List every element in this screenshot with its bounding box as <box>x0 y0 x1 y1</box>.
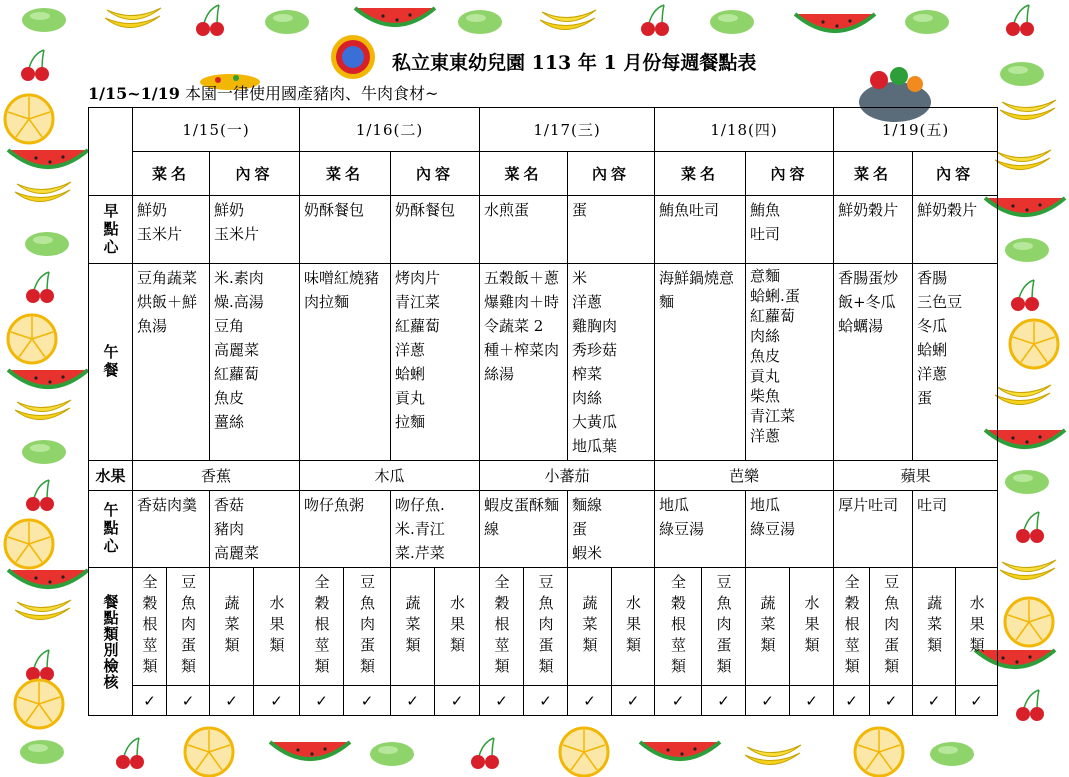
column-header-row <box>89 152 998 196</box>
lunch-dish: 味噌紅燒豬肉拉麵 <box>300 264 391 461</box>
fruit-cell: 小蕃茄 <box>480 461 655 491</box>
category-cell: 蔬菜類 <box>913 568 956 686</box>
category-cell: 蔬菜類 <box>210 568 254 686</box>
page-title: 私立東東幼兒園 113 年 1 月份每週餐點表 <box>392 52 757 74</box>
corner-cell <box>89 108 133 152</box>
check-mark: ✓ <box>210 686 254 716</box>
day-header-row <box>89 108 998 152</box>
fruit-cell: 芭樂 <box>655 461 834 491</box>
check-mark: ✓ <box>834 686 870 716</box>
category-cell: 豆魚肉蛋類 <box>870 568 913 686</box>
fruit-cell: 木瓜 <box>300 461 480 491</box>
breakfast-content: 鮮奶穀片 <box>913 196 998 264</box>
week-note: 本園一律使用國產豬肉、牛肉食材~ <box>179 84 439 103</box>
check-mark: ✓ <box>254 686 300 716</box>
category-cell: 全穀根莖類 <box>300 568 344 686</box>
row-label-check: 餐點類別檢核 <box>89 568 133 716</box>
day-header: 1/19(五) <box>834 108 998 152</box>
weekly-menu-table <box>88 107 998 716</box>
week-range: 1/15~1/19 <box>88 84 180 103</box>
dish-header: 菜名 <box>480 152 568 196</box>
category-cell: 豆魚肉蛋類 <box>344 568 391 686</box>
check-mark: ✓ <box>524 686 568 716</box>
day-header: 1/18(四) <box>655 108 834 152</box>
row-label-fruit: 水果 <box>89 461 133 491</box>
category-row <box>89 568 998 686</box>
content-header: 內容 <box>391 152 480 196</box>
category-cell: 蔬菜類 <box>391 568 435 686</box>
corner-cell <box>89 152 133 196</box>
fruit-cell: 蘋果 <box>834 461 998 491</box>
afternoon-content: 麵線 蛋 蝦米 <box>568 491 655 568</box>
lunch-dish: 香腸蛋炒飯+冬瓜蛤蠣湯 <box>834 264 913 461</box>
afternoon-dish: 蝦皮蛋酥麵線 <box>480 491 568 568</box>
category-cell: 全穀根莖類 <box>133 568 167 686</box>
afternoon-dish: 香菇肉羹 <box>133 491 210 568</box>
dish-header: 菜名 <box>655 152 746 196</box>
check-mark: ✓ <box>435 686 480 716</box>
category-cell: 水果類 <box>435 568 480 686</box>
afternoon-content: 地瓜 綠豆湯 <box>746 491 834 568</box>
check-mark: ✓ <box>568 686 612 716</box>
fruit-cell: 香蕉 <box>133 461 300 491</box>
breakfast-dish: 鮮奶 玉米片 <box>133 196 210 264</box>
school-logo-icon <box>330 34 376 80</box>
check-mark: ✓ <box>913 686 956 716</box>
afternoon-dish: 吻仔魚粥 <box>300 491 391 568</box>
day-header: 1/15(一) <box>133 108 300 152</box>
category-cell: 水果類 <box>612 568 655 686</box>
afternoon-content: 吻仔魚. 米.青江 菜.芹菜 <box>391 491 480 568</box>
title-block <box>330 34 850 78</box>
check-mark: ✓ <box>391 686 435 716</box>
category-cell: 水果類 <box>254 568 300 686</box>
check-mark: ✓ <box>746 686 790 716</box>
content-header: 內容 <box>746 152 834 196</box>
check-mark: ✓ <box>480 686 524 716</box>
category-cell: 蔬菜類 <box>746 568 790 686</box>
dish-header: 菜名 <box>133 152 210 196</box>
afternoon-content: 香菇 豬肉 高麗菜 <box>210 491 300 568</box>
lunch-dish: 海鮮鍋燒意麵 <box>655 264 746 461</box>
row-label-lunch: 午餐 <box>89 264 133 461</box>
afternoon-dish: 地瓜 綠豆湯 <box>655 491 746 568</box>
category-cell: 豆魚肉蛋類 <box>524 568 568 686</box>
content-header: 內容 <box>210 152 300 196</box>
row-label-afternoon: 午點心 <box>89 491 133 568</box>
lunch-content: 意麵 蛤蜊.蛋 紅蘿蔔 肉絲 魚皮 貢丸 柴魚 青江菜 洋蔥 <box>746 264 834 461</box>
lunch-content: 烤肉片 青江菜 紅蘿蔔 洋蔥 蛤蜊 貢丸 拉麵 <box>391 264 480 461</box>
row-label-breakfast: 早點心 <box>89 196 133 264</box>
breakfast-content: 鮪魚 吐司 <box>746 196 834 264</box>
afternoon-row <box>89 491 998 568</box>
check-mark: ✓ <box>300 686 344 716</box>
lunch-content: 米.素肉 燥.高湯 豆角 高麗菜 紅蘿蔔 魚皮 薑絲 <box>210 264 300 461</box>
category-cell: 全穀根莖類 <box>834 568 870 686</box>
day-header: 1/17(三) <box>480 108 655 152</box>
check-mark: ✓ <box>655 686 702 716</box>
breakfast-dish: 鮮奶穀片 <box>834 196 913 264</box>
afternoon-content: 吐司 <box>913 491 998 568</box>
breakfast-content: 蛋 <box>568 196 655 264</box>
day-header: 1/16(二) <box>300 108 480 152</box>
category-cell: 全穀根莖類 <box>480 568 524 686</box>
breakfast-dish: 奶酥餐包 <box>300 196 391 264</box>
lunch-dish: 豆角蔬菜烘飯＋鮮魚湯 <box>133 264 210 461</box>
breakfast-dish: 鮪魚吐司 <box>655 196 746 264</box>
week-subtitle <box>88 81 438 104</box>
lunch-row <box>89 264 998 461</box>
check-mark: ✓ <box>790 686 834 716</box>
check-row <box>89 686 998 716</box>
category-cell: 水果類 <box>956 568 998 686</box>
breakfast-content: 奶酥餐包 <box>391 196 480 264</box>
fruit-row <box>89 461 998 491</box>
afternoon-dish: 厚片吐司 <box>834 491 913 568</box>
check-mark: ✓ <box>870 686 913 716</box>
breakfast-row <box>89 196 998 264</box>
check-mark: ✓ <box>702 686 746 716</box>
dish-header: 菜名 <box>300 152 391 196</box>
category-cell: 蔬菜類 <box>568 568 612 686</box>
category-cell: 豆魚肉蛋類 <box>702 568 746 686</box>
category-cell: 全穀根莖類 <box>655 568 702 686</box>
content-header: 內容 <box>913 152 998 196</box>
dish-header: 菜名 <box>834 152 913 196</box>
check-mark: ✓ <box>956 686 998 716</box>
category-cell: 水果類 <box>790 568 834 686</box>
breakfast-dish: 水煎蛋 <box>480 196 568 264</box>
check-mark: ✓ <box>167 686 210 716</box>
check-mark: ✓ <box>344 686 391 716</box>
category-cell: 豆魚肉蛋類 <box>167 568 210 686</box>
content-header: 內容 <box>568 152 655 196</box>
lunch-content: 米 洋蔥 雞胸肉 秀珍菇 榨菜 肉絲 大黃瓜 地瓜葉 <box>568 264 655 461</box>
lunch-content: 香腸 三色豆 冬瓜 蛤蜊 洋蔥 蛋 <box>913 264 998 461</box>
breakfast-content: 鮮奶 玉米片 <box>210 196 300 264</box>
check-mark: ✓ <box>612 686 655 716</box>
check-mark: ✓ <box>133 686 167 716</box>
lunch-dish: 五穀飯＋蔥爆雞肉＋時令蔬菜 2 種＋榨菜肉絲湯 <box>480 264 568 461</box>
